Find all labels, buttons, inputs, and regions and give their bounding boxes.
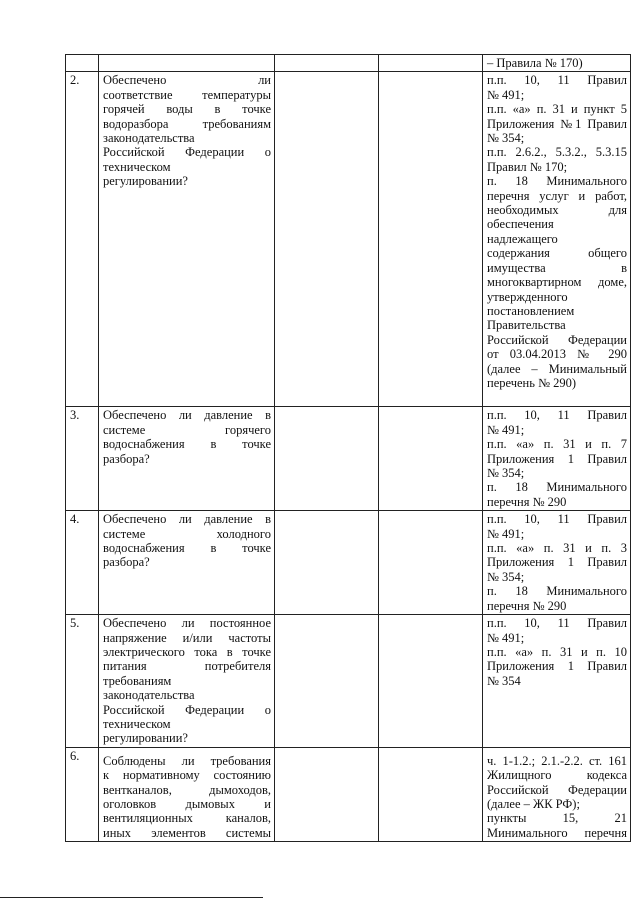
question-cell-line: соответствие температуры <box>103 87 271 102</box>
question-cell-line: техническом <box>103 716 171 731</box>
legal-reference-cell-line: № 491; <box>487 526 525 541</box>
table-body <box>66 55 631 842</box>
legal-reference-cell-line: Приложения 1 Правил <box>487 659 627 674</box>
legal-reference-cell-line: № 354; <box>487 569 525 584</box>
legal-reference-cell-line: многоквартирном доме, <box>487 275 627 290</box>
legal-reference-cell-line: Российской Федерации <box>487 782 627 797</box>
question-cell-line: Обеспечено ли давление в <box>103 408 271 423</box>
question-cell-line: оголовков дымовых и <box>103 796 271 811</box>
question-cell-line: Российской Федерации о <box>103 145 271 160</box>
legal-reference-cell-line: необходимых для <box>487 203 627 218</box>
row-number: 6. <box>66 747 99 841</box>
legal-reference-cell-line: содержания общего <box>487 246 627 261</box>
question-cell <box>99 407 275 511</box>
table-row <box>66 615 631 748</box>
question-cell-line: системе холодного <box>103 526 271 541</box>
legal-reference-cell-line: п.п. 10, 11 Правил <box>487 408 627 423</box>
legal-reference-cell-line: перечня № 290 <box>487 494 567 509</box>
legal-reference-cell-line: утвержденного <box>487 289 568 304</box>
legal-reference-cell-line: – Правила № 170) <box>487 56 583 70</box>
footnote-separator-line <box>0 897 263 898</box>
question-cell-line: регулировании? <box>103 731 188 746</box>
legal-reference-cell-line: (далее – Минимальный <box>487 361 627 376</box>
answer-cell-empty <box>379 55 483 72</box>
legal-reference-cell-line: (далее – ЖК РФ); <box>487 796 580 811</box>
question-cell-line: к нормативному состоянию <box>103 768 271 783</box>
question-cell-line: Обеспечено ли постоянное <box>103 616 271 631</box>
answer-cell-empty <box>275 72 379 407</box>
question-cell-line: вентканалов, дымоходов, <box>103 782 271 797</box>
row-number: 5. <box>66 615 99 748</box>
question-cell-line: разбора? <box>103 451 150 466</box>
answer-cell-empty <box>379 747 483 841</box>
question-cell-line: регулировании? <box>103 174 188 189</box>
table-row <box>66 55 631 72</box>
answer-cell-empty <box>275 747 379 841</box>
question-cell-line: законодательства <box>103 131 195 146</box>
question-cell <box>99 615 275 748</box>
row-number: 4. <box>66 511 99 615</box>
question-cell-line: водоснабжения в точке <box>103 541 271 556</box>
legal-reference-cell-line: Приложения 1 Правил <box>487 451 627 466</box>
legal-reference-cell <box>483 55 631 72</box>
legal-reference-cell-line: п.п. 2.6.2., 5.3.2., 5.3.15 <box>487 145 627 160</box>
legal-reference-cell-line: пункты 15, 21 <box>487 811 627 826</box>
answer-cell-empty <box>379 615 483 748</box>
legal-reference-cell-line: Жилищного кодекса <box>487 768 627 783</box>
legal-reference-cell-line: № 491; <box>487 422 525 437</box>
question-cell-line: Обеспечено ли <box>103 73 271 88</box>
answer-cell-empty <box>379 511 483 615</box>
table-row <box>66 407 631 511</box>
legal-reference-cell-line: Правительства <box>487 318 566 333</box>
legal-reference-cell-line: п.п. «а» п. 31 и п. 10 <box>487 644 627 659</box>
question-cell-line: вентиляционных каналов, <box>103 811 271 826</box>
question-cell-line: требованиям <box>103 673 172 688</box>
question-cell-line: иных элементов системы <box>103 825 271 840</box>
legal-reference-cell-line: от 03.04.2013 № 290 <box>487 347 627 362</box>
legal-reference-cell-line: п. 18 Минимального <box>487 480 627 495</box>
legal-reference-cell-line: п.п. 10, 11 Правил <box>487 512 627 527</box>
legal-reference-cell-line: постановлением <box>487 303 575 318</box>
question-cell-line: напряжение и/или частоты <box>103 630 271 645</box>
legal-reference-cell-line: перечня услуг и работ, <box>487 188 627 203</box>
answer-cell-empty <box>275 511 379 615</box>
row-number <box>66 55 99 72</box>
legal-reference-cell-line: п.п. «а» п. 31 и п. 3 <box>487 541 627 556</box>
question-cell <box>99 747 275 841</box>
question-cell <box>99 511 275 615</box>
legal-reference-cell-line: № 354; <box>487 466 525 481</box>
question-cell-line: горячей воды в точке <box>103 102 271 117</box>
answer-cell-empty <box>275 407 379 511</box>
legal-reference-cell-line: Приложения 1 Правил <box>487 555 627 570</box>
question-cell-line: Обеспечено ли давление в <box>103 512 271 527</box>
legal-reference-cell-line: ч. 1-1.2.; 2.1.-2.2. ст. 161 <box>487 753 627 768</box>
row-number: 3. <box>66 407 99 511</box>
legal-reference-cell-line: п. 18 Минимального <box>487 584 627 599</box>
legal-reference-cell-line: п. 18 Минимального <box>487 174 627 189</box>
legal-reference-cell-line: перечня № 290 <box>487 598 567 613</box>
question-cell-line: законодательства <box>103 688 195 703</box>
legal-reference-cell <box>483 511 631 615</box>
legal-reference-cell-line: надлежащего <box>487 231 558 246</box>
legal-reference-cell-line: Правил № 170; <box>487 159 568 174</box>
legal-reference-cell-line: № 491; <box>487 630 525 645</box>
legal-reference-cell-line: п.п. «а» п. 31 и пункт 5 <box>487 102 627 117</box>
question-cell-line: электрического тока в точке <box>103 644 271 659</box>
legal-reference-cell-line: № 491; <box>487 87 525 102</box>
table-row <box>66 511 631 615</box>
legal-reference-cell <box>483 615 631 748</box>
question-cell-line: Российской Федерации о <box>103 702 271 717</box>
legal-reference-cell-line: Приложения №1 Правил <box>487 116 627 131</box>
legal-reference-cell-line: п.п. 10, 11 Правил <box>487 73 627 88</box>
legal-reference-cell-line: Российской Федерации <box>487 332 627 347</box>
legal-reference-cell-line: п.п. 10, 11 Правил <box>487 616 627 631</box>
legal-reference-cell <box>483 407 631 511</box>
answer-cell-empty <box>379 407 483 511</box>
question-cell-line: Соблюдены ли требования <box>103 753 271 768</box>
question-cell-line: системе горячего <box>103 422 271 437</box>
legal-reference-cell-line: № 354 <box>487 673 521 688</box>
question-cell-line: разбора? <box>103 555 150 570</box>
legal-reference-cell-line: перечень № 290) <box>487 375 577 390</box>
requirements-table <box>65 54 631 842</box>
legal-reference-cell <box>483 747 631 841</box>
answer-cell-empty <box>275 615 379 748</box>
question-cell-line: водоснабжения в точке <box>103 437 271 452</box>
legal-reference-cell-line: обеспечения <box>487 217 554 232</box>
legal-reference-cell <box>483 72 631 407</box>
answer-cell-empty <box>379 72 483 407</box>
legal-reference-cell-line: № 354; <box>487 131 525 146</box>
legal-reference-cell-line: имущества в <box>487 260 627 275</box>
answer-cell-empty <box>275 55 379 72</box>
row-number: 2. <box>66 72 99 407</box>
table-row <box>66 72 631 407</box>
question-cell <box>99 55 275 72</box>
question-cell-line: водоразбора требованиям <box>103 116 271 131</box>
question-cell-line: техническом <box>103 159 171 174</box>
question-cell <box>99 72 275 407</box>
table-row <box>66 747 631 841</box>
legal-reference-cell-line: п.п. «а» п. 31 и п. 7 <box>487 437 627 452</box>
question-cell-line: питания потребителя <box>103 659 271 674</box>
legal-reference-cell-line: Минимального перечня <box>487 825 627 840</box>
